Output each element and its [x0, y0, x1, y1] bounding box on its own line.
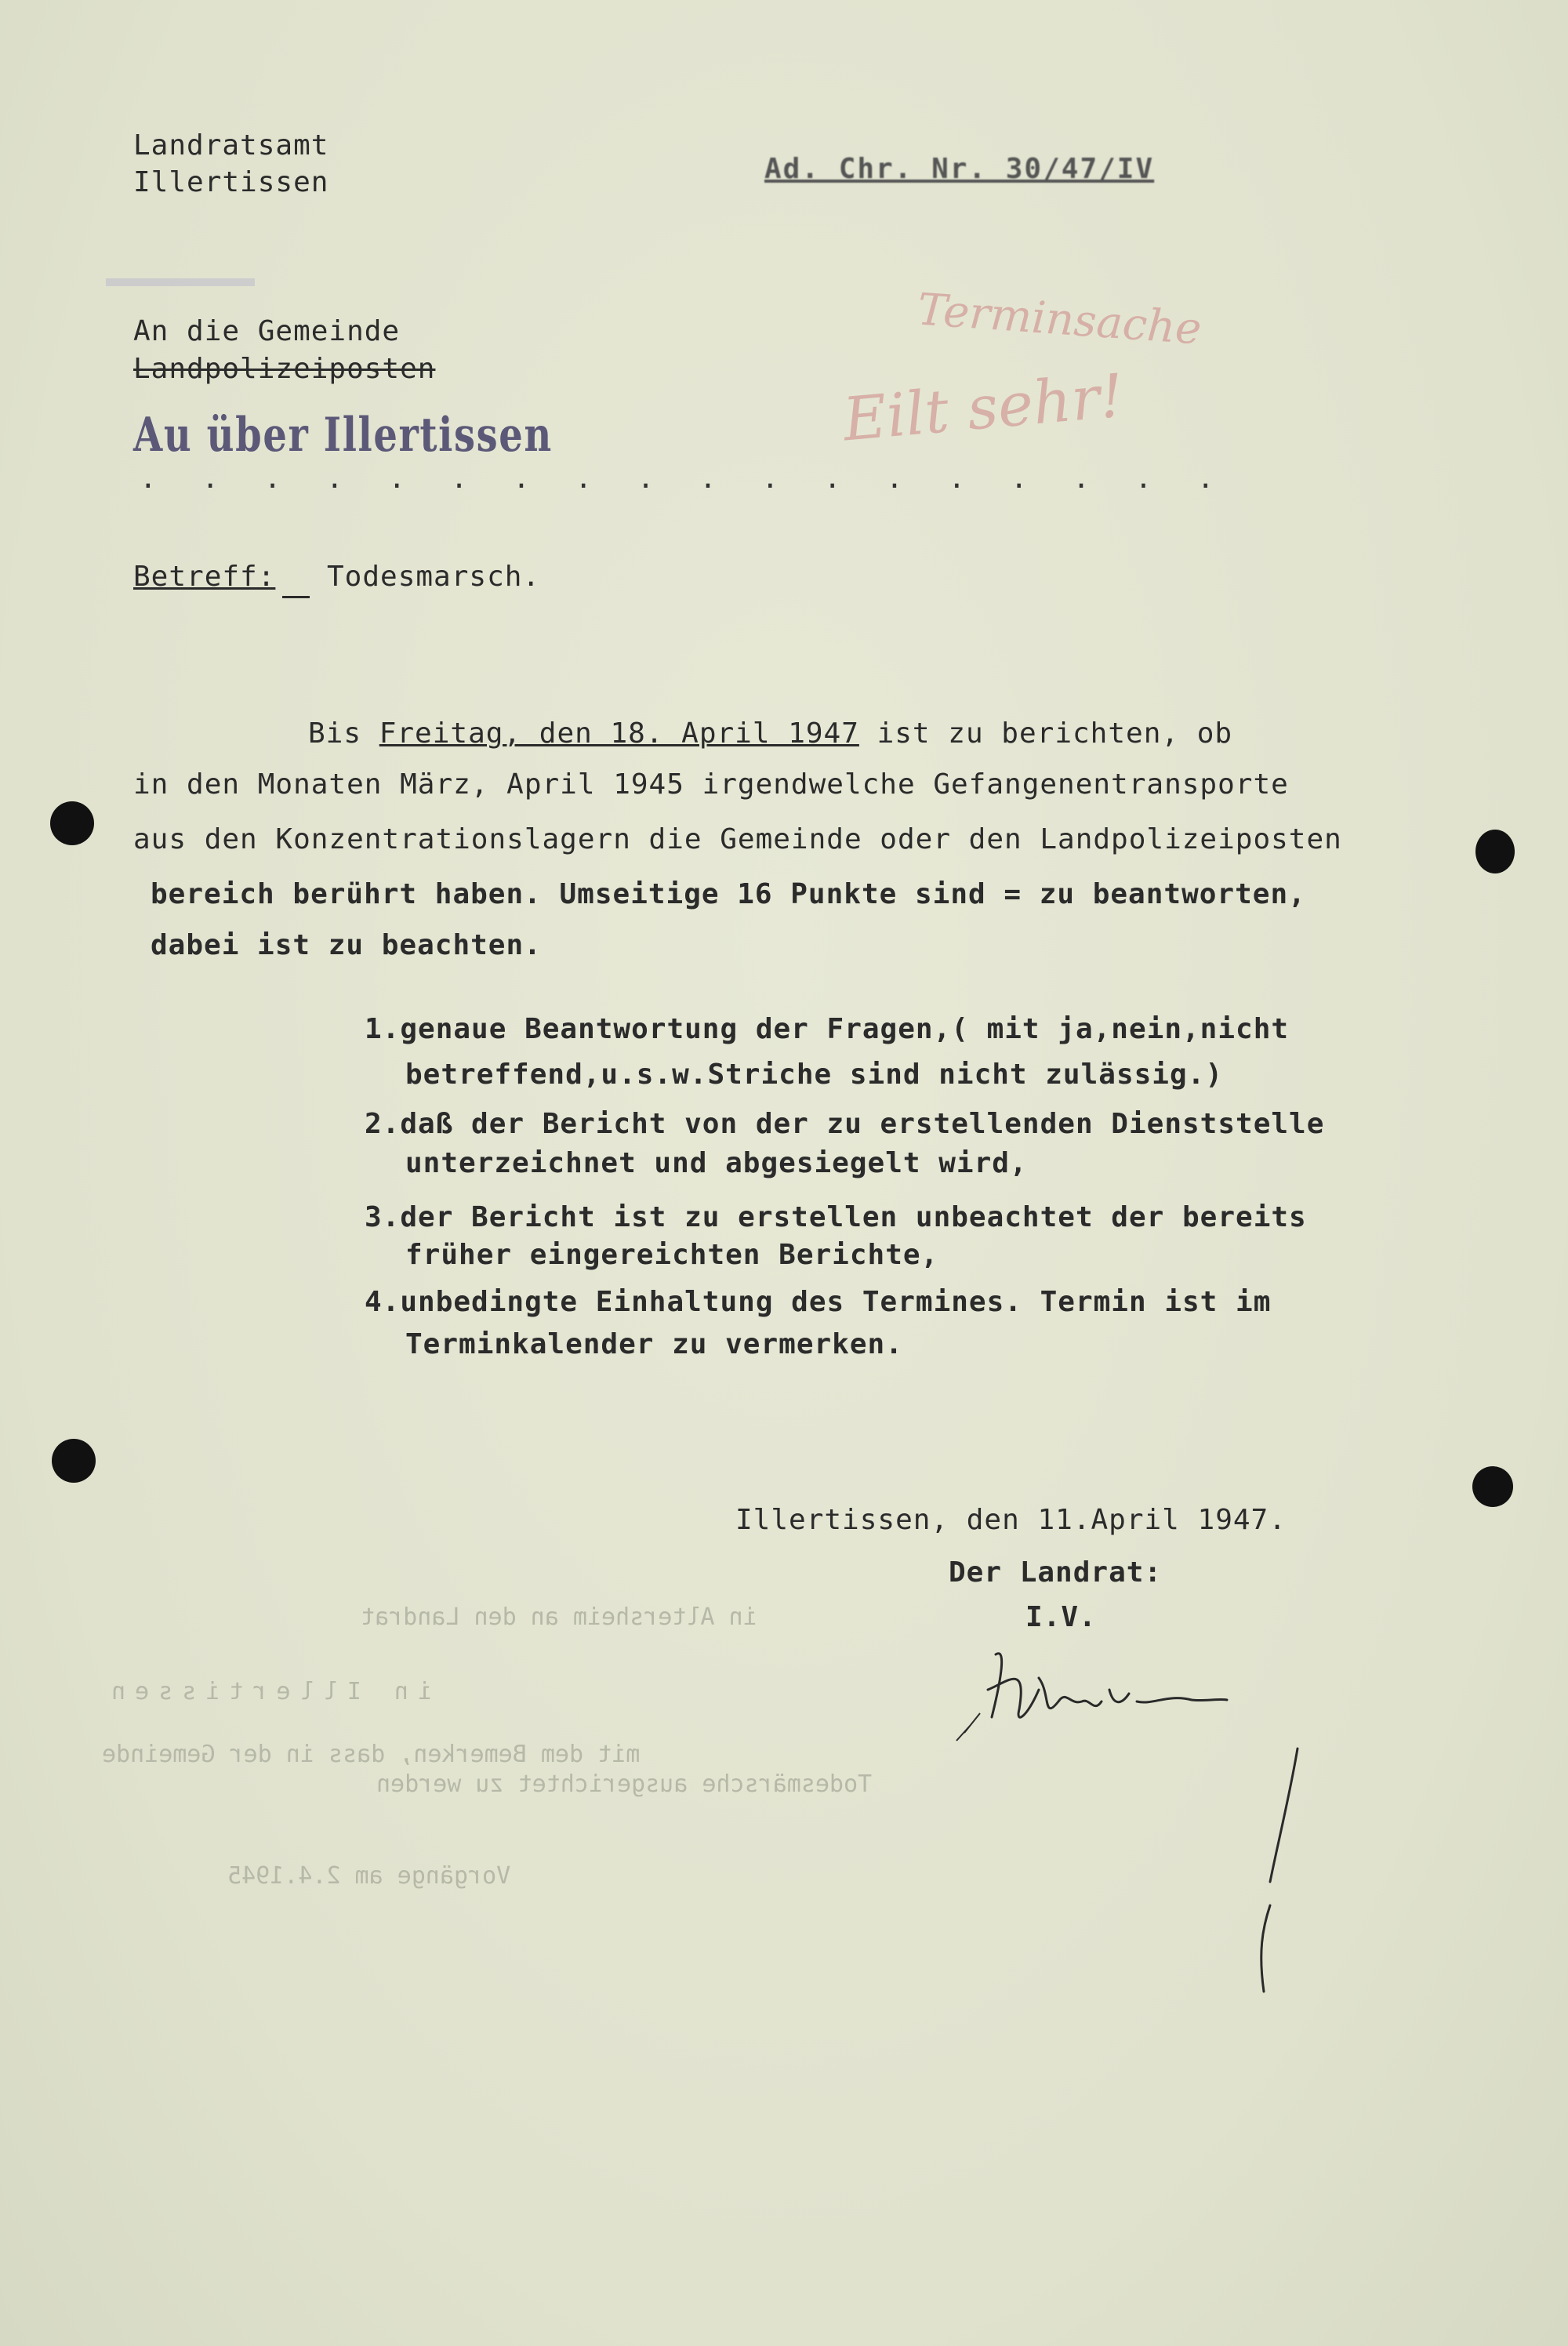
bleed-through-line-1: in Altersheim an den Landrat — [361, 1603, 757, 1631]
closing-iv: I.V. — [1025, 1601, 1097, 1633]
point-4-line-2: Terminkalender zu vermerken. — [405, 1328, 903, 1360]
closing-title: Der Landrat: — [949, 1556, 1163, 1589]
smudge-mark — [106, 278, 255, 286]
subject-underline-extension — [282, 596, 310, 598]
subject-label: Betreff: — [133, 561, 276, 593]
body-line-1 — [308, 717, 1232, 750]
punch-hole-right-bottom — [1472, 1466, 1513, 1507]
body-line-4: bereich berührt haben. Umseitige 16 Punkte sind = zu beantworten, — [151, 878, 1306, 910]
body-line-3: aus den Konzentrationslagern die Gemeinde oder den Landpolizeiposten — [133, 823, 1342, 855]
recipient-stamp: Au über Illertissen — [133, 408, 553, 463]
red-stamp-line-1: Terminsache — [916, 284, 1203, 355]
punch-hole-left-top — [50, 801, 94, 845]
reference-number: Ad. Chr. Nr. 30/47/IV — [764, 153, 1155, 185]
recipient-line-2-struck: Landpolizeiposten — [133, 353, 436, 385]
body-line-2: in den Monaten März, April 1945 irgendwelche Gefangenentransporte — [133, 768, 1289, 801]
point-3-line-1: 3.der Bericht ist zu erstellen unbeachtet der bereits — [365, 1201, 1307, 1233]
bleed-through-line-2: in Illertissen — [102, 1678, 432, 1705]
body-line-5: dabei ist zu beachten. — [151, 929, 542, 961]
point-2-line-2: unterzeichnet und abgesiegelt wird, — [405, 1147, 1028, 1179]
punch-hole-left-bottom — [52, 1439, 96, 1483]
handwritten-signature — [933, 1615, 1325, 2007]
red-stamp-line-2: Eilt sehr! — [840, 360, 1127, 455]
subject-text: Todesmarsch. — [327, 561, 541, 593]
body-intro: Bis — [308, 717, 379, 750]
closing-place-date: Illertissen, den 11.April 1947. — [735, 1504, 1287, 1536]
bleed-through-line-4: Todesmärsche ausgerichtet zu werden — [376, 1770, 873, 1798]
bleed-through-line-3: mit dem Bemerken, dass in der Gemeinde — [102, 1741, 641, 1768]
letterhead-line-2: Illertissen — [133, 166, 329, 198]
letterhead-line-1: Landratsamt — [133, 129, 329, 162]
body-line-1-rest: ist zu berichten, ob — [858, 717, 1233, 750]
recipient-dotted-line: . . . . . . . . . . . . . . . . . . — [140, 463, 1229, 495]
point-1-line-1: 1.genaue Beantwortung der Fragen,( mit ja,nein,nicht — [365, 1013, 1290, 1045]
point-2-line-1: 2.daß der Bericht von der zu erstellenden Dienststelle — [365, 1108, 1325, 1140]
point-1-line-2: betreffend,u.s.w.Striche sind nicht zulässig.) — [405, 1059, 1223, 1091]
point-4-line-1: 4.unbedingte Einhaltung des Termines. Termin ist im — [365, 1286, 1272, 1318]
recipient-line-1: An die Gemeinde — [133, 315, 401, 347]
bleed-through-line-5: Vorgänge am 2.4.1945 — [227, 1862, 511, 1890]
point-3-line-2: früher eingereichten Berichte, — [405, 1239, 939, 1271]
punch-hole-right-top — [1475, 830, 1515, 873]
deadline-date: Freitag, den 18. April 1947 — [379, 717, 859, 750]
